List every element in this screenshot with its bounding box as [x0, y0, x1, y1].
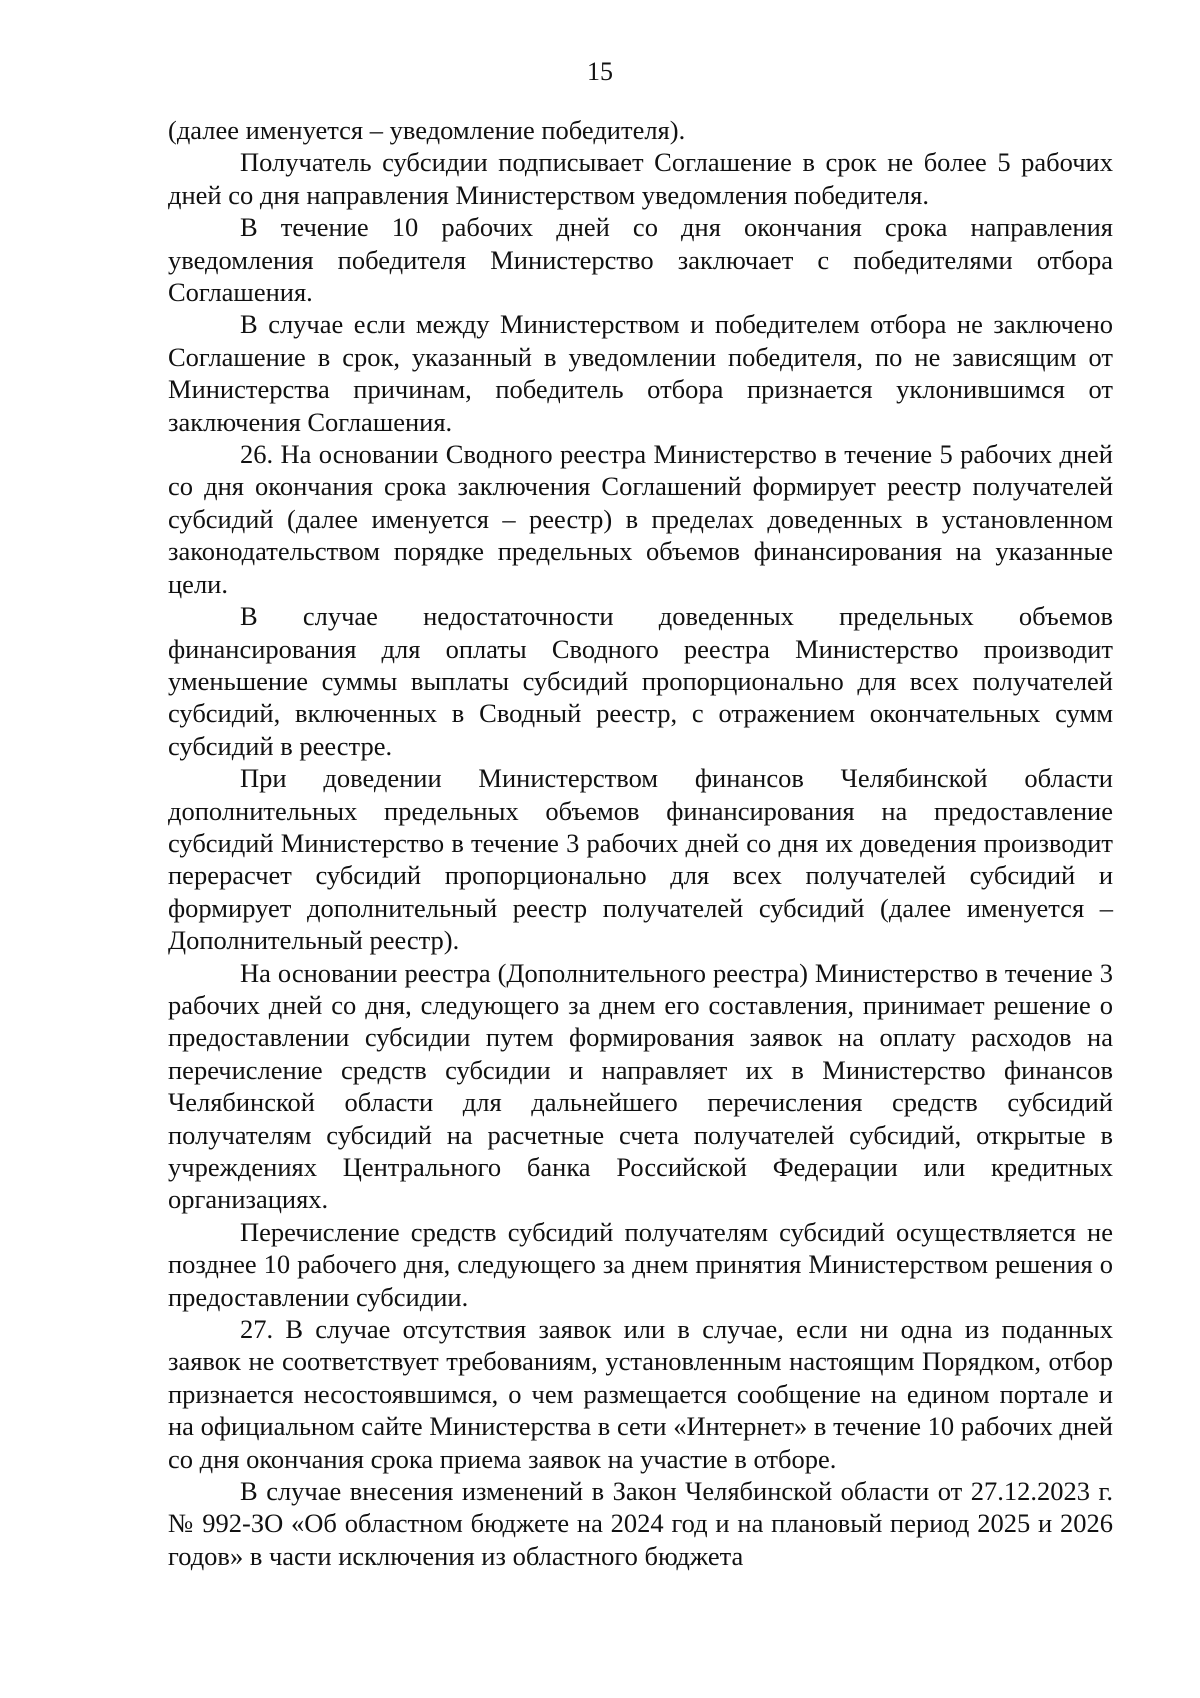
paragraph-clause-26: 26. На основании Сводного реестра Министерство в течение 5 рабочих дней со дня окончания срока заключения Соглашений формирует реестр получателей субсидий (далее именуется – реестр) в пределах доведенных в установленном законодательством порядке предельных объемов финансирования на указанные цели. [168, 439, 1113, 599]
paragraph: В случае недостаточности доведенных предельных объемов финансирования для оплаты Сводного реестра Министерство производит уменьшение суммы выплаты субсидий пропорционально для всех получателей субсидий, включенных в Сводный реестр, с отражением окончательных сумм субсидий в реестре. [168, 601, 1113, 761]
paragraph-continuation: (далее именуется – уведомление победителя). [168, 115, 686, 145]
paragraph-clause-27: 27. В случае отсутствия заявок или в случае, если ни одна из поданных заявок не соответствует требованиям, установленным настоящим Порядком, отбор признается несостоявшимся, о чем размещается сообщение на едином портале и на официальном сайте Министерства в сети «Интернет» в течение 10 рабочих дней со дня окончания срока приема заявок на участие в отборе. [168, 1314, 1113, 1474]
paragraph: Перечисление средств субсидий получателям субсидий осуществляется не позднее 10 рабочего дня, следующего за днем принятия Министерством решения о предоставлении субсидии. [168, 1216, 1113, 1312]
document-body [168, 114, 1113, 1572]
paragraph: В течение 10 рабочих дней со дня окончания срока направления уведомления победителя Министерство заключает с победителями отбора Соглашения. [168, 212, 1113, 308]
paragraph: Получатель субсидии подписывает Соглашение в срок не более 5 рабочих дней со дня направления Министерством уведомления победителя. [168, 147, 1113, 210]
paragraph: В случае внесения изменений в Закон Челябинской области от 27.12.2023 г. № 992-ЗО «Об областном бюджете на 2024 год и на плановый период 2025 и 2026 годов» в части исключения из областного бюджета [168, 1476, 1113, 1571]
paragraph: На основании реестра (Дополнительного реестра) Министерство в течение 3 рабочих дней со дня, следующего за днем его составления, принимает решение о предоставлении субсидии путем формирования заявок на оплату расходов на перечисление средств субсидии и направляет их в Министерство финансов Челябинской области для дальнейшего перечисления средств субсидий получателям субсидий на расчетные счета получателей субсидий, открытые в учреждениях Центрального банка Российской Федерации или кредитных организациях. [168, 957, 1113, 1215]
page-number: 15 [587, 57, 613, 86]
paragraph: В случае если между Министерством и победителем отбора не заключено Соглашение в срок, указанный в уведомлении победителя, по не зависящим от Министерства причинам, победитель отбора признается уклонившимся от заключения Соглашения. [168, 309, 1113, 437]
paragraph: При доведении Министерством финансов Челябинской области дополнительных предельных объемов финансирования на предоставление субсидий Министерство в течение 3 рабочих дней со дня их доведения производит перерасчет субсидий пропорционально для всех получателей субсидий и формирует дополнительный реестр получателей субсидий (далее именуется – Дополнительный реестр). [168, 763, 1113, 956]
